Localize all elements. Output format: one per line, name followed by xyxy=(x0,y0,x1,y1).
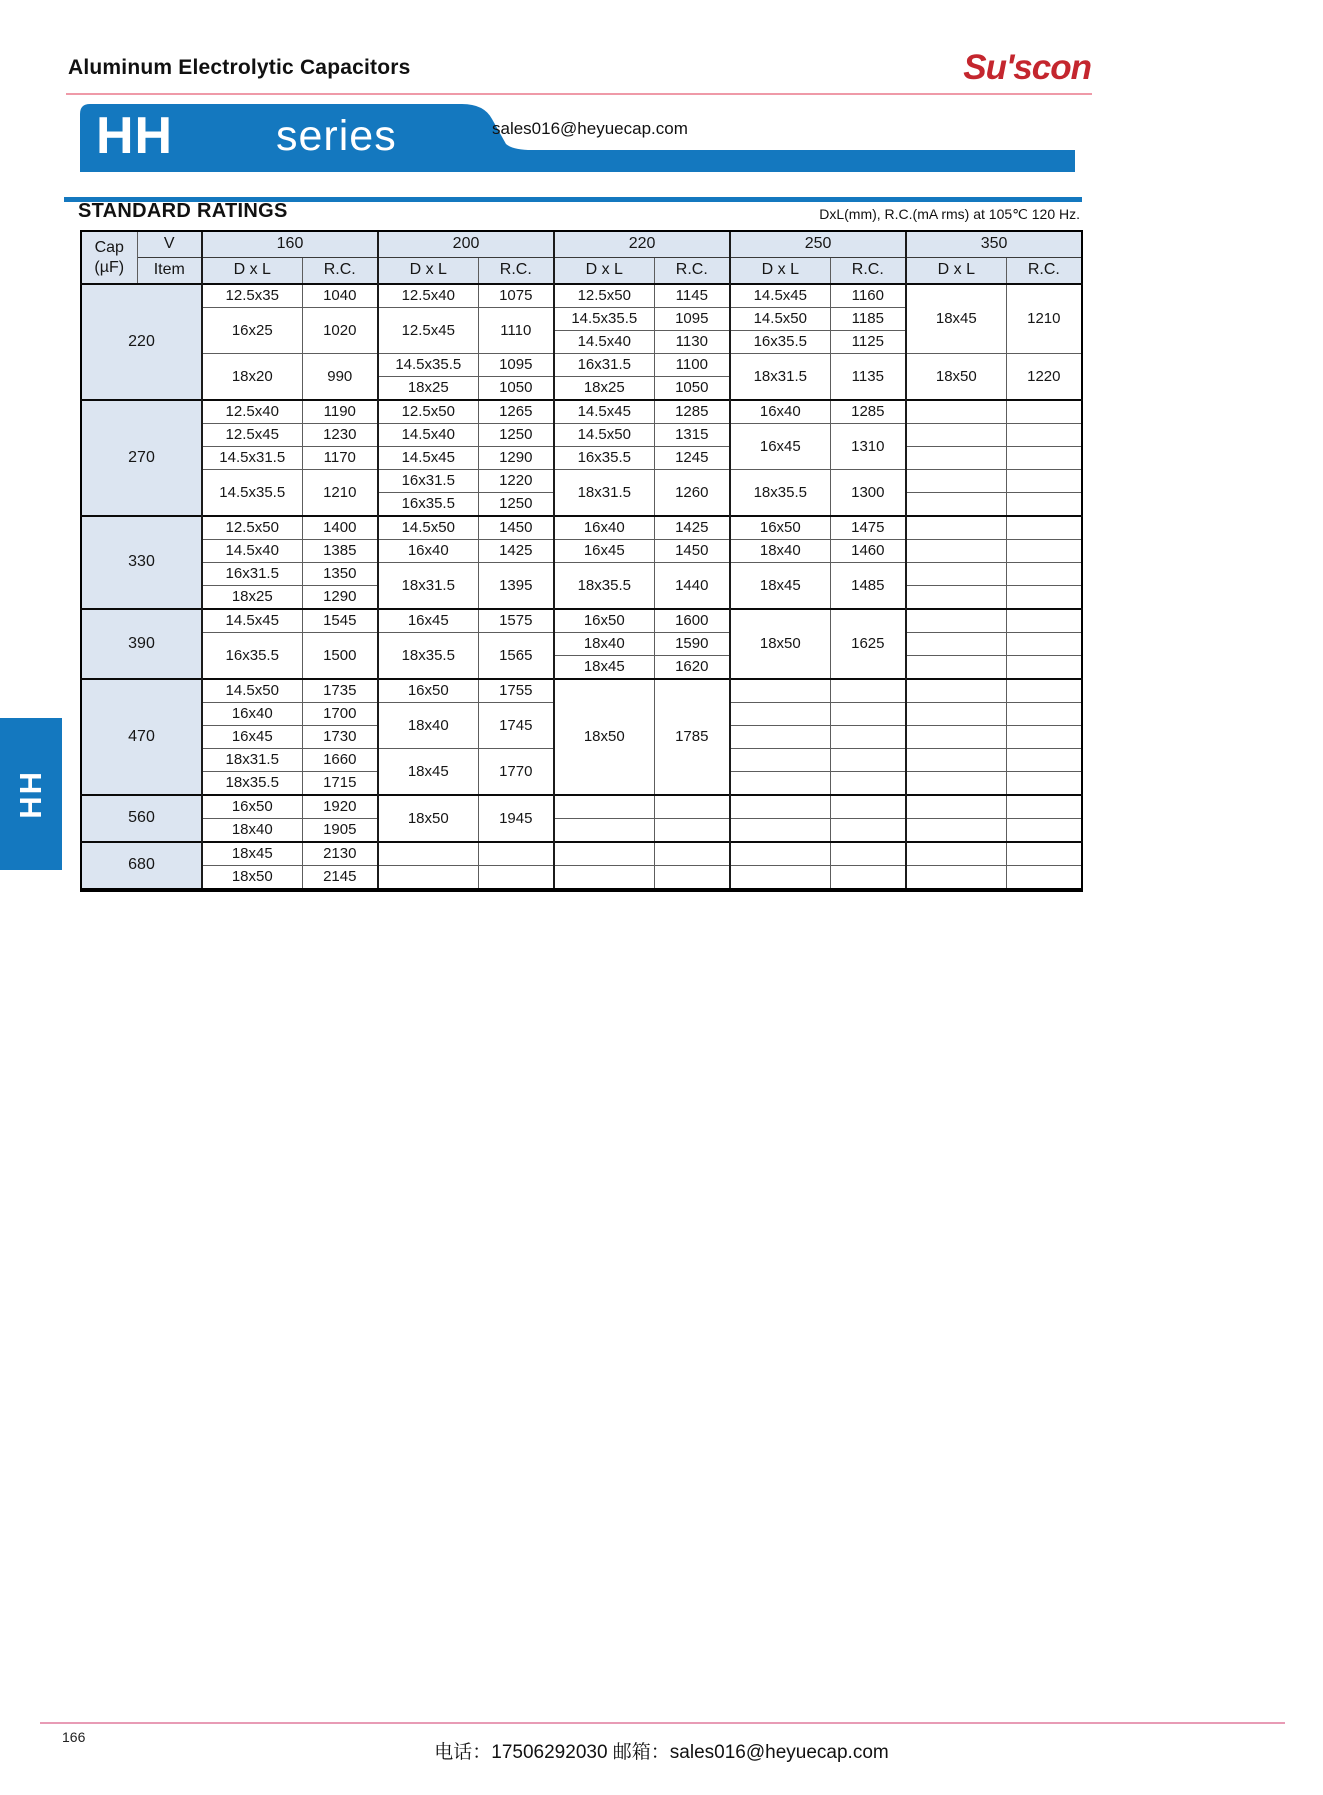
rc-cell: 1755 xyxy=(478,679,554,703)
dxl-cell: 18x35.5 xyxy=(554,563,654,610)
rc-cell: 1745 xyxy=(478,703,554,749)
empty-cell xyxy=(906,866,1006,891)
header-divider xyxy=(66,93,1092,95)
rc-cell: 1475 xyxy=(830,516,906,540)
ratings-title: STANDARD RATINGS xyxy=(78,200,288,222)
document-title: Aluminum Electrolytic Capacitors xyxy=(68,56,411,79)
table-row xyxy=(81,424,1082,447)
voltage-header-350: 350 xyxy=(906,231,1082,258)
dxl-cell: 16x31.5 xyxy=(554,354,654,377)
subheader-rc: R.C. xyxy=(654,258,730,285)
empty-cell xyxy=(906,633,1006,656)
empty-cell xyxy=(906,493,1006,517)
header-row-1 xyxy=(81,231,1082,258)
empty-cell xyxy=(1006,400,1082,424)
subheader-rc: R.C. xyxy=(478,258,554,285)
empty-cell xyxy=(730,842,830,866)
rc-cell: 1265 xyxy=(478,400,554,424)
empty-cell xyxy=(906,400,1006,424)
empty-cell xyxy=(906,703,1006,726)
dxl-cell: 14.5x40 xyxy=(202,540,302,563)
dxl-cell: 18x31.5 xyxy=(554,470,654,517)
table-row xyxy=(81,516,1082,540)
rc-cell: 1600 xyxy=(654,609,730,633)
rc-cell: 1440 xyxy=(654,563,730,610)
rc-cell: 1450 xyxy=(478,516,554,540)
rc-cell: 1945 xyxy=(478,795,554,842)
dxl-cell: 18x25 xyxy=(378,377,478,401)
empty-cell xyxy=(906,749,1006,772)
empty-cell xyxy=(906,424,1006,447)
series-code: HH xyxy=(96,107,174,165)
empty-cell xyxy=(1006,470,1082,493)
rc-cell: 1095 xyxy=(654,308,730,331)
subheader-dxl: D x L xyxy=(906,258,1006,285)
empty-cell xyxy=(1006,609,1082,633)
rc-cell: 1350 xyxy=(302,563,378,586)
rc-cell: 1190 xyxy=(302,400,378,424)
dxl-cell: 16x35.5 xyxy=(378,493,478,517)
rc-cell: 1785 xyxy=(654,679,730,795)
empty-cell xyxy=(1006,656,1082,680)
header-row-2 xyxy=(81,258,1082,285)
empty-cell xyxy=(1006,586,1082,610)
empty-cell xyxy=(906,563,1006,586)
cap-cell: 390 xyxy=(81,609,202,679)
dxl-cell: 16x40 xyxy=(202,703,302,726)
empty-cell xyxy=(906,772,1006,796)
empty-cell xyxy=(906,819,1006,843)
empty-cell xyxy=(1006,866,1082,891)
voltage-header-250: 250 xyxy=(730,231,906,258)
dxl-cell: 16x40 xyxy=(554,516,654,540)
dxl-cell: 18x40 xyxy=(378,703,478,749)
empty-cell xyxy=(830,703,906,726)
dxl-cell: 16x40 xyxy=(730,400,830,424)
empty-cell xyxy=(1006,795,1082,819)
empty-cell xyxy=(906,656,1006,680)
dxl-cell: 16x45 xyxy=(378,609,478,633)
dxl-cell: 14.5x50 xyxy=(554,424,654,447)
table-row xyxy=(81,400,1082,424)
dxl-cell: 18x45 xyxy=(730,563,830,610)
dxl-cell: 18x50 xyxy=(730,609,830,679)
dxl-cell: 16x50 xyxy=(554,609,654,633)
rc-cell: 1700 xyxy=(302,703,378,726)
rc-cell: 1590 xyxy=(654,633,730,656)
dxl-cell: 18x45 xyxy=(906,284,1006,354)
empty-cell xyxy=(730,772,830,796)
empty-cell xyxy=(1006,703,1082,726)
rc-cell: 2130 xyxy=(302,842,378,866)
rc-cell: 1545 xyxy=(302,609,378,633)
empty-cell xyxy=(554,866,654,891)
table-row xyxy=(81,284,1082,308)
rc-cell: 1040 xyxy=(302,284,378,308)
empty-cell xyxy=(906,586,1006,610)
empty-cell xyxy=(906,470,1006,493)
rc-cell: 1050 xyxy=(654,377,730,401)
cap-cell: 470 xyxy=(81,679,202,795)
table-row xyxy=(81,795,1082,819)
empty-cell xyxy=(654,842,730,866)
rc-cell: 1260 xyxy=(654,470,730,517)
brand-logo: Su'scon xyxy=(963,48,1091,87)
rc-cell: 1050 xyxy=(478,377,554,401)
table-head xyxy=(81,231,1082,284)
empty-cell xyxy=(654,795,730,819)
dxl-cell: 14.5x45 xyxy=(730,284,830,308)
ratings-conditions: DxL(mm), R.C.(mA rms) at 105℃ 120 Hz. xyxy=(819,206,1080,222)
rc-cell: 1770 xyxy=(478,749,554,796)
rc-cell: 1425 xyxy=(654,516,730,540)
table-row xyxy=(81,470,1082,493)
empty-cell xyxy=(830,772,906,796)
empty-cell xyxy=(730,703,830,726)
subheader-dxl: D x L xyxy=(730,258,830,285)
rc-cell: 1400 xyxy=(302,516,378,540)
empty-cell xyxy=(478,842,554,866)
rc-cell: 1250 xyxy=(478,493,554,517)
empty-cell xyxy=(554,842,654,866)
dxl-cell: 14.5x50 xyxy=(378,516,478,540)
rc-cell: 1170 xyxy=(302,447,378,470)
rc-cell: 1395 xyxy=(478,563,554,610)
rc-cell: 1230 xyxy=(302,424,378,447)
voltage-header-160: 160 xyxy=(202,231,378,258)
empty-cell xyxy=(1006,679,1082,703)
rc-cell: 1485 xyxy=(830,563,906,610)
empty-cell xyxy=(830,866,906,891)
empty-cell xyxy=(730,749,830,772)
empty-cell xyxy=(906,679,1006,703)
dxl-cell: 18x45 xyxy=(554,656,654,680)
dxl-cell: 18x31.5 xyxy=(202,749,302,772)
contact-email: sales016@heyuecap.com xyxy=(492,119,688,138)
empty-cell xyxy=(830,819,906,843)
empty-cell xyxy=(1006,633,1082,656)
rc-cell: 1290 xyxy=(478,447,554,470)
empty-cell xyxy=(906,540,1006,563)
dxl-cell: 16x50 xyxy=(378,679,478,703)
voltage-header-220: 220 xyxy=(554,231,730,258)
empty-cell xyxy=(830,726,906,749)
dxl-cell: 18x45 xyxy=(378,749,478,796)
rc-cell: 1905 xyxy=(302,819,378,843)
empty-cell xyxy=(730,726,830,749)
dxl-cell: 14.5x35.5 xyxy=(202,470,302,517)
subheader-dxl: D x L xyxy=(554,258,654,285)
dxl-cell: 12.5x40 xyxy=(202,400,302,424)
empty-cell xyxy=(906,447,1006,470)
footer-divider xyxy=(40,1722,1285,1724)
table-body xyxy=(81,284,1082,890)
dxl-cell: 12.5x50 xyxy=(378,400,478,424)
subheader-dxl: D x L xyxy=(202,258,302,285)
dxl-cell: 12.5x35 xyxy=(202,284,302,308)
empty-cell xyxy=(730,679,830,703)
dxl-cell: 14.5x35.5 xyxy=(554,308,654,331)
item-axis-label: Item xyxy=(137,258,202,285)
rc-cell: 1185 xyxy=(830,308,906,331)
dxl-cell: 18x35.5 xyxy=(202,772,302,796)
subheader-rc: R.C. xyxy=(1006,258,1082,285)
rc-cell: 1385 xyxy=(302,540,378,563)
table-row xyxy=(81,609,1082,633)
empty-cell xyxy=(654,866,730,891)
dxl-cell: 16x35.5 xyxy=(730,331,830,354)
empty-cell xyxy=(478,866,554,891)
empty-cell xyxy=(906,516,1006,540)
empty-cell xyxy=(906,609,1006,633)
rc-cell: 1285 xyxy=(654,400,730,424)
cap-cell: 680 xyxy=(81,842,202,890)
table-row xyxy=(81,447,1082,470)
subheader-rc: R.C. xyxy=(830,258,906,285)
rc-cell: 1300 xyxy=(830,470,906,517)
empty-cell xyxy=(1006,447,1082,470)
rc-cell: 1210 xyxy=(302,470,378,517)
dxl-cell: 18x25 xyxy=(202,586,302,610)
rc-cell: 1730 xyxy=(302,726,378,749)
corner-cap-line2: (µF) xyxy=(94,258,125,276)
empty-cell xyxy=(830,795,906,819)
empty-cell xyxy=(1006,842,1082,866)
rc-cell: 1425 xyxy=(478,540,554,563)
corner-cap-line1: Cap xyxy=(94,238,124,256)
dxl-cell: 14.5x45 xyxy=(378,447,478,470)
dxl-cell: 14.5x31.5 xyxy=(202,447,302,470)
empty-cell xyxy=(1006,819,1082,843)
empty-cell xyxy=(730,819,830,843)
voltage-axis-label: V xyxy=(137,231,202,258)
dxl-cell: 18x35.5 xyxy=(378,633,478,680)
empty-cell xyxy=(830,749,906,772)
rc-cell: 1290 xyxy=(302,586,378,610)
cap-cell: 330 xyxy=(81,516,202,609)
dxl-cell: 18x31.5 xyxy=(378,563,478,610)
rc-cell: 1100 xyxy=(654,354,730,377)
rc-cell: 1660 xyxy=(302,749,378,772)
dxl-cell: 18x20 xyxy=(202,354,302,401)
dxl-cell: 18x45 xyxy=(202,842,302,866)
empty-cell xyxy=(554,795,654,819)
side-tab xyxy=(0,718,62,870)
empty-cell xyxy=(1006,493,1082,517)
table-row xyxy=(81,842,1082,866)
dxl-cell: 12.5x45 xyxy=(378,308,478,354)
dxl-cell: 14.5x50 xyxy=(730,308,830,331)
side-tab-label: HH xyxy=(13,769,48,819)
dxl-cell: 14.5x40 xyxy=(554,331,654,354)
empty-cell xyxy=(378,866,478,891)
empty-cell xyxy=(906,795,1006,819)
rc-cell: 1160 xyxy=(830,284,906,308)
table-row xyxy=(81,866,1082,891)
cap-cell: 220 xyxy=(81,284,202,400)
table-row xyxy=(81,819,1082,843)
rc-cell: 1310 xyxy=(830,424,906,470)
empty-cell xyxy=(654,819,730,843)
rc-cell: 1135 xyxy=(830,354,906,401)
dxl-cell: 16x35.5 xyxy=(554,447,654,470)
dxl-cell: 18x31.5 xyxy=(730,354,830,401)
dxl-cell: 16x45 xyxy=(730,424,830,470)
dxl-cell: 16x31.5 xyxy=(378,470,478,493)
dxl-cell: 18x50 xyxy=(202,866,302,891)
dxl-cell: 18x35.5 xyxy=(730,470,830,517)
rc-cell: 1315 xyxy=(654,424,730,447)
empty-cell xyxy=(906,726,1006,749)
empty-cell xyxy=(830,679,906,703)
dxl-cell: 16x31.5 xyxy=(202,563,302,586)
rc-cell: 1220 xyxy=(1006,354,1082,401)
table-row xyxy=(81,679,1082,703)
dxl-cell: 14.5x45 xyxy=(554,400,654,424)
dxl-cell: 18x50 xyxy=(554,679,654,795)
dxl-cell: 18x25 xyxy=(554,377,654,401)
dxl-cell: 16x25 xyxy=(202,308,302,354)
empty-cell xyxy=(554,819,654,843)
voltage-header-200: 200 xyxy=(378,231,554,258)
rc-cell: 1500 xyxy=(302,633,378,680)
subheader-dxl: D x L xyxy=(378,258,478,285)
rc-cell: 1125 xyxy=(830,331,906,354)
empty-cell xyxy=(1006,424,1082,447)
rc-cell: 1715 xyxy=(302,772,378,796)
rc-cell: 1210 xyxy=(1006,284,1082,354)
table-row xyxy=(81,633,1082,656)
table-row xyxy=(81,540,1082,563)
empty-cell xyxy=(1006,772,1082,796)
rc-cell: 1625 xyxy=(830,609,906,679)
dxl-cell: 18x40 xyxy=(554,633,654,656)
subheader-rc: R.C. xyxy=(302,258,378,285)
empty-cell xyxy=(1006,516,1082,540)
rc-cell: 1575 xyxy=(478,609,554,633)
dxl-cell: 16x40 xyxy=(378,540,478,563)
dxl-cell: 12.5x50 xyxy=(554,284,654,308)
empty-cell xyxy=(906,842,1006,866)
rc-cell: 1250 xyxy=(478,424,554,447)
dxl-cell: 18x40 xyxy=(730,540,830,563)
rc-cell: 1130 xyxy=(654,331,730,354)
rc-cell: 1145 xyxy=(654,284,730,308)
page-number: 166 xyxy=(62,1729,86,1745)
cap-cell: 560 xyxy=(81,795,202,842)
dxl-cell: 18x50 xyxy=(906,354,1006,401)
table-row xyxy=(81,354,1082,377)
empty-cell xyxy=(1006,726,1082,749)
rc-cell: 1620 xyxy=(654,656,730,680)
dxl-cell: 14.5x35.5 xyxy=(378,354,478,377)
dxl-cell: 16x35.5 xyxy=(202,633,302,680)
dxl-cell: 18x40 xyxy=(202,819,302,843)
rc-cell: 1735 xyxy=(302,679,378,703)
empty-cell xyxy=(730,866,830,891)
empty-cell xyxy=(1006,540,1082,563)
rc-cell: 1565 xyxy=(478,633,554,680)
dxl-cell: 16x45 xyxy=(202,726,302,749)
rc-cell: 1285 xyxy=(830,400,906,424)
rc-cell: 1220 xyxy=(478,470,554,493)
dxl-cell: 18x50 xyxy=(378,795,478,842)
rc-cell: 1450 xyxy=(654,540,730,563)
dxl-cell: 16x45 xyxy=(554,540,654,563)
empty-cell xyxy=(730,795,830,819)
rc-cell: 2145 xyxy=(302,866,378,891)
table-row xyxy=(81,563,1082,586)
empty-cell xyxy=(378,842,478,866)
dxl-cell: 14.5x40 xyxy=(378,424,478,447)
empty-cell xyxy=(830,842,906,866)
dxl-cell: 16x50 xyxy=(730,516,830,540)
rc-cell: 1245 xyxy=(654,447,730,470)
rc-cell: 1920 xyxy=(302,795,378,819)
cap-cell: 270 xyxy=(81,400,202,516)
rc-cell: 1095 xyxy=(478,354,554,377)
standard-ratings-table xyxy=(80,230,1083,892)
empty-cell xyxy=(1006,563,1082,586)
rc-cell: 990 xyxy=(302,354,378,401)
rc-cell: 1020 xyxy=(302,308,378,354)
rc-cell: 1460 xyxy=(830,540,906,563)
corner-cap-header xyxy=(81,231,137,284)
dxl-cell: 14.5x45 xyxy=(202,609,302,633)
series-word: series xyxy=(276,112,397,160)
dxl-cell: 12.5x40 xyxy=(378,284,478,308)
dxl-cell: 12.5x45 xyxy=(202,424,302,447)
empty-cell xyxy=(1006,749,1082,772)
dxl-cell: 12.5x50 xyxy=(202,516,302,540)
rc-cell: 1075 xyxy=(478,284,554,308)
dxl-cell: 16x50 xyxy=(202,795,302,819)
footer-contact: 电话：17506292030 邮箱：sales016@heyuecap.com xyxy=(434,1742,889,1763)
dxl-cell: 14.5x50 xyxy=(202,679,302,703)
rc-cell: 1110 xyxy=(478,308,554,354)
